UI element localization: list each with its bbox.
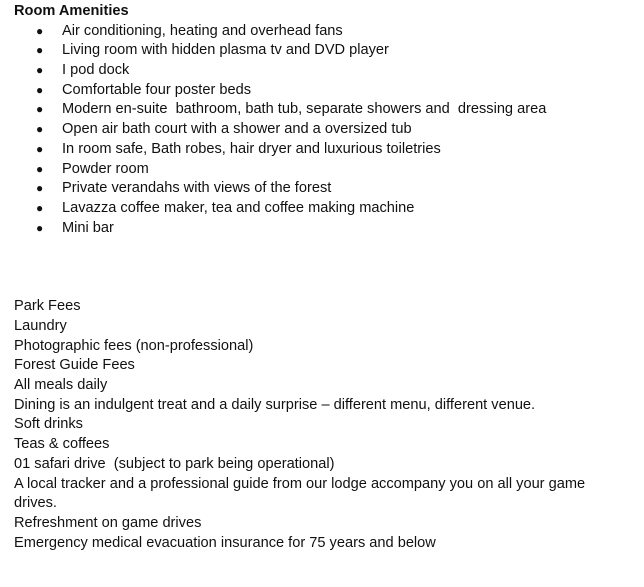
bullet-icon: ●: [36, 141, 44, 156]
inclusion-item: A local tracker and a professional guide from our lodge accompany you on all your game drives.: [14, 475, 586, 512]
inclusion-item: Dining is an indulgent treat and a daily surprise – different menu, different venue.: [14, 396, 536, 413]
document: [14, 2, 634, 553]
bullet-icon: ●: [36, 63, 44, 78]
bullet-icon: ●: [36, 181, 44, 196]
inclusion-item: Park Fees: [14, 298, 81, 315]
bullet-icon: ●: [36, 122, 44, 137]
bullet-icon: ●: [36, 43, 44, 58]
list-item: ● Comfortable four poster beds: [14, 81, 634, 101]
list-item: ● Powder room: [14, 160, 634, 180]
list-item: ● Lavazza coffee maker, tea and coffee making machine: [14, 199, 634, 219]
inclusion-item: Soft drinks: [14, 416, 83, 433]
list-item: ● Modern en-suite bathroom, bath tub, separate showers and dressing area: [14, 100, 634, 120]
list-item: ● Living room with hidden plasma tv and DVD player: [14, 41, 634, 61]
inclusion-item: Refreshment on game drives: [14, 514, 202, 531]
bullet-icon: ●: [36, 200, 44, 215]
list-item: ● I pod dock: [14, 61, 634, 81]
bullet-icon: ●: [36, 161, 44, 176]
inclusion-item: Photographic fees (non-professional): [14, 337, 254, 354]
room-amenities-heading: Room Amenities: [14, 3, 129, 19]
inclusion-item: All meals daily: [14, 377, 108, 394]
inclusion-item: Forest Guide Fees: [14, 357, 135, 374]
list-item: ● In room safe, Bath robes, hair dryer and luxurious toiletries: [14, 140, 634, 160]
bullet-icon: ●: [36, 82, 44, 97]
bullet-icon: ●: [36, 220, 44, 235]
inclusion-item: Laundry: [14, 317, 67, 334]
room-amenities-list: [14, 22, 634, 239]
inclusions-list: [14, 297, 634, 553]
inclusion-item: Emergency medical evacuation insurance for 75 years and below: [14, 534, 436, 551]
list-item: ● Air conditioning, heating and overhead fans: [14, 22, 634, 42]
section-spacer: [14, 238, 634, 297]
list-item: ● Open air bath court with a shower and a oversized tub: [14, 120, 634, 140]
list-item: ● Mini bar: [14, 219, 634, 239]
inclusion-item: Teas & coffees: [14, 436, 110, 453]
bullet-icon: ●: [36, 23, 44, 38]
bullet-icon: ●: [36, 102, 44, 117]
inclusion-item: 01 safari drive (subject to park being operational): [14, 455, 335, 472]
list-item: ● Private verandahs with views of the forest: [14, 179, 634, 199]
